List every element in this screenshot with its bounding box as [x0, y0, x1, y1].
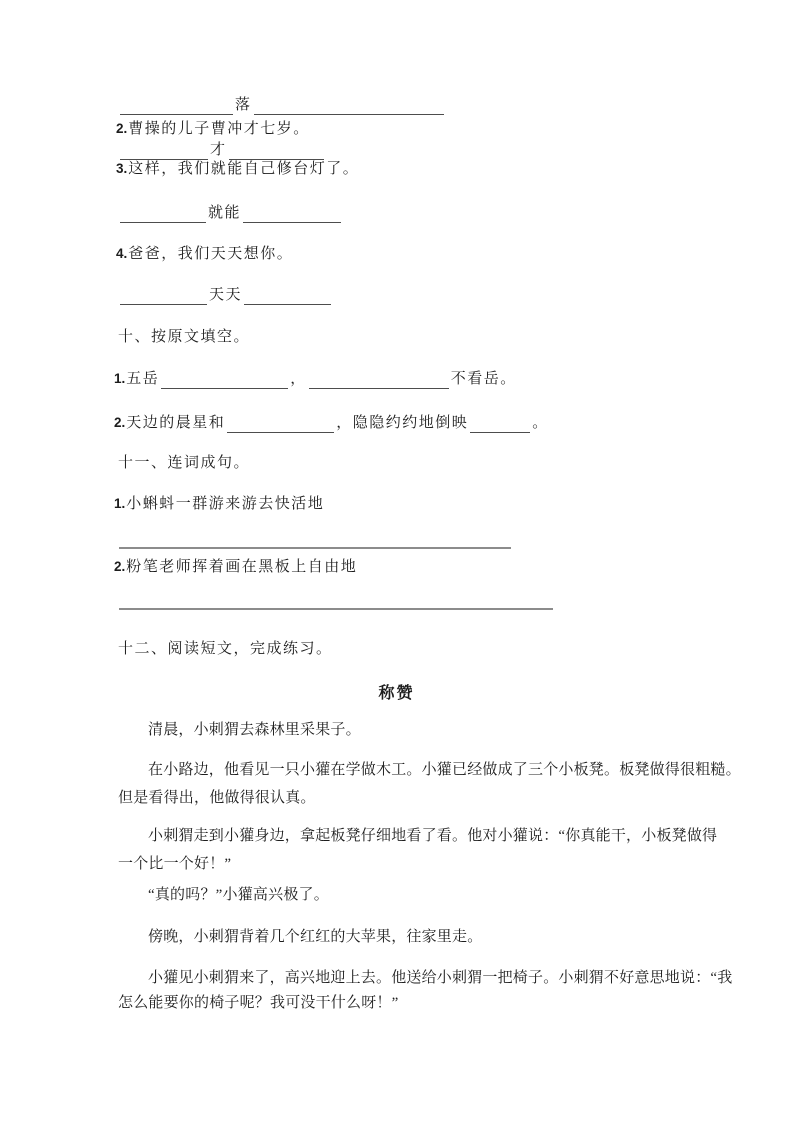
fill-blank	[120, 144, 208, 160]
question-item-4	[116, 244, 293, 264]
answer-line-word: 才	[210, 142, 227, 158]
passage-paragraph-6-line-1: 小獾见小刺猬来了，高兴地迎上去。他送给小刺猬一把椅子。小刺猬不好意思地说：“我	[148, 970, 733, 986]
section-10-item-1	[114, 369, 517, 389]
item-number: 2.	[114, 415, 126, 430]
question-item-3	[116, 159, 359, 179]
fill-blank	[161, 373, 288, 389]
answer-line-cai	[118, 141, 326, 160]
fill-blank	[254, 99, 444, 115]
answer-line-tiantian	[118, 286, 333, 305]
answer-rule-line	[119, 608, 553, 610]
item-number: 4.	[116, 246, 128, 261]
passage-paragraph-3-line-1: 小刺猬走到小獾身边，拿起板凳仔细地看了看。他对小獾说：“你真能干，小板凳做得	[148, 828, 718, 844]
answer-line-jiuneng	[118, 204, 343, 223]
passage-paragraph-2-line-2: 但是看得出，他做得很认真。	[118, 790, 316, 806]
fill-blank	[309, 373, 449, 389]
section-11-heading: 十一、连词成句。	[118, 455, 251, 471]
item-number: 2.	[114, 559, 126, 574]
item-text: 五岳	[126, 371, 160, 387]
section-10-heading: 十、按原文填空。	[118, 329, 251, 345]
passage-title: 称赞	[378, 685, 415, 702]
section-12-heading: 十二、阅读短文，完成练习。	[118, 641, 333, 657]
item-number: 1.	[114, 496, 126, 511]
answer-rule-line	[119, 547, 511, 549]
fill-blank	[120, 289, 207, 305]
item-text: 天边的晨星和	[126, 415, 226, 431]
item-number: 3.	[116, 161, 128, 176]
question-item-2	[116, 119, 310, 139]
answer-line-word: 天天	[209, 287, 243, 303]
item-number: 1.	[114, 371, 126, 386]
item-text: 曹操的儿子曹冲才七岁。	[128, 121, 310, 137]
item-text: 粉笔老师挥着画在黑板上自由地	[126, 559, 358, 575]
passage-paragraph-4: “真的吗？”小獾高兴极了。	[148, 887, 329, 903]
answer-line-word: 就能	[208, 205, 242, 221]
item-text: 小蝌蚪一群游来游去快活地	[126, 496, 325, 512]
passage-paragraph-6-line-2: 怎么能要你的椅子呢？我可没干什么呀！”	[118, 995, 399, 1011]
fill-blank	[120, 99, 233, 115]
passage-paragraph-3-line-2: 一个比一个好！”	[118, 856, 232, 872]
fill-blank	[227, 417, 334, 433]
item-text: 这样，我们就能自己修台灯了。	[128, 161, 360, 177]
item-text: 不看岳。	[450, 371, 517, 387]
fill-blank	[243, 207, 341, 223]
item-text: 。	[532, 415, 549, 431]
fill-blank	[244, 289, 331, 305]
item-text: 爸爸，我们天天想你。	[128, 246, 294, 262]
section-11-item-2	[114, 557, 357, 577]
passage-paragraph-1: 清晨，小刺猬去森林里采果子。	[148, 722, 361, 738]
section-11-item-1	[114, 494, 324, 514]
section-10-item-2	[114, 413, 549, 433]
passage-paragraph-2-line-1: 在小路边，他看见一只小獾在学做木工。小獾已经做成了三个小板凳。板凳做得很粗糙。	[148, 762, 741, 778]
item-text: ，	[290, 371, 307, 387]
fill-blank	[470, 417, 530, 433]
item-text: ，隐隐约约地倒映	[336, 415, 469, 431]
passage-paragraph-5: 傍晚，小刺猬背着几个红红的大苹果，往家里走。	[148, 929, 483, 945]
answer-line-word: 落	[235, 97, 252, 113]
fill-blank	[120, 207, 206, 223]
answer-line-luo	[118, 96, 446, 115]
fill-blank	[229, 144, 324, 160]
item-number: 2.	[116, 121, 128, 136]
